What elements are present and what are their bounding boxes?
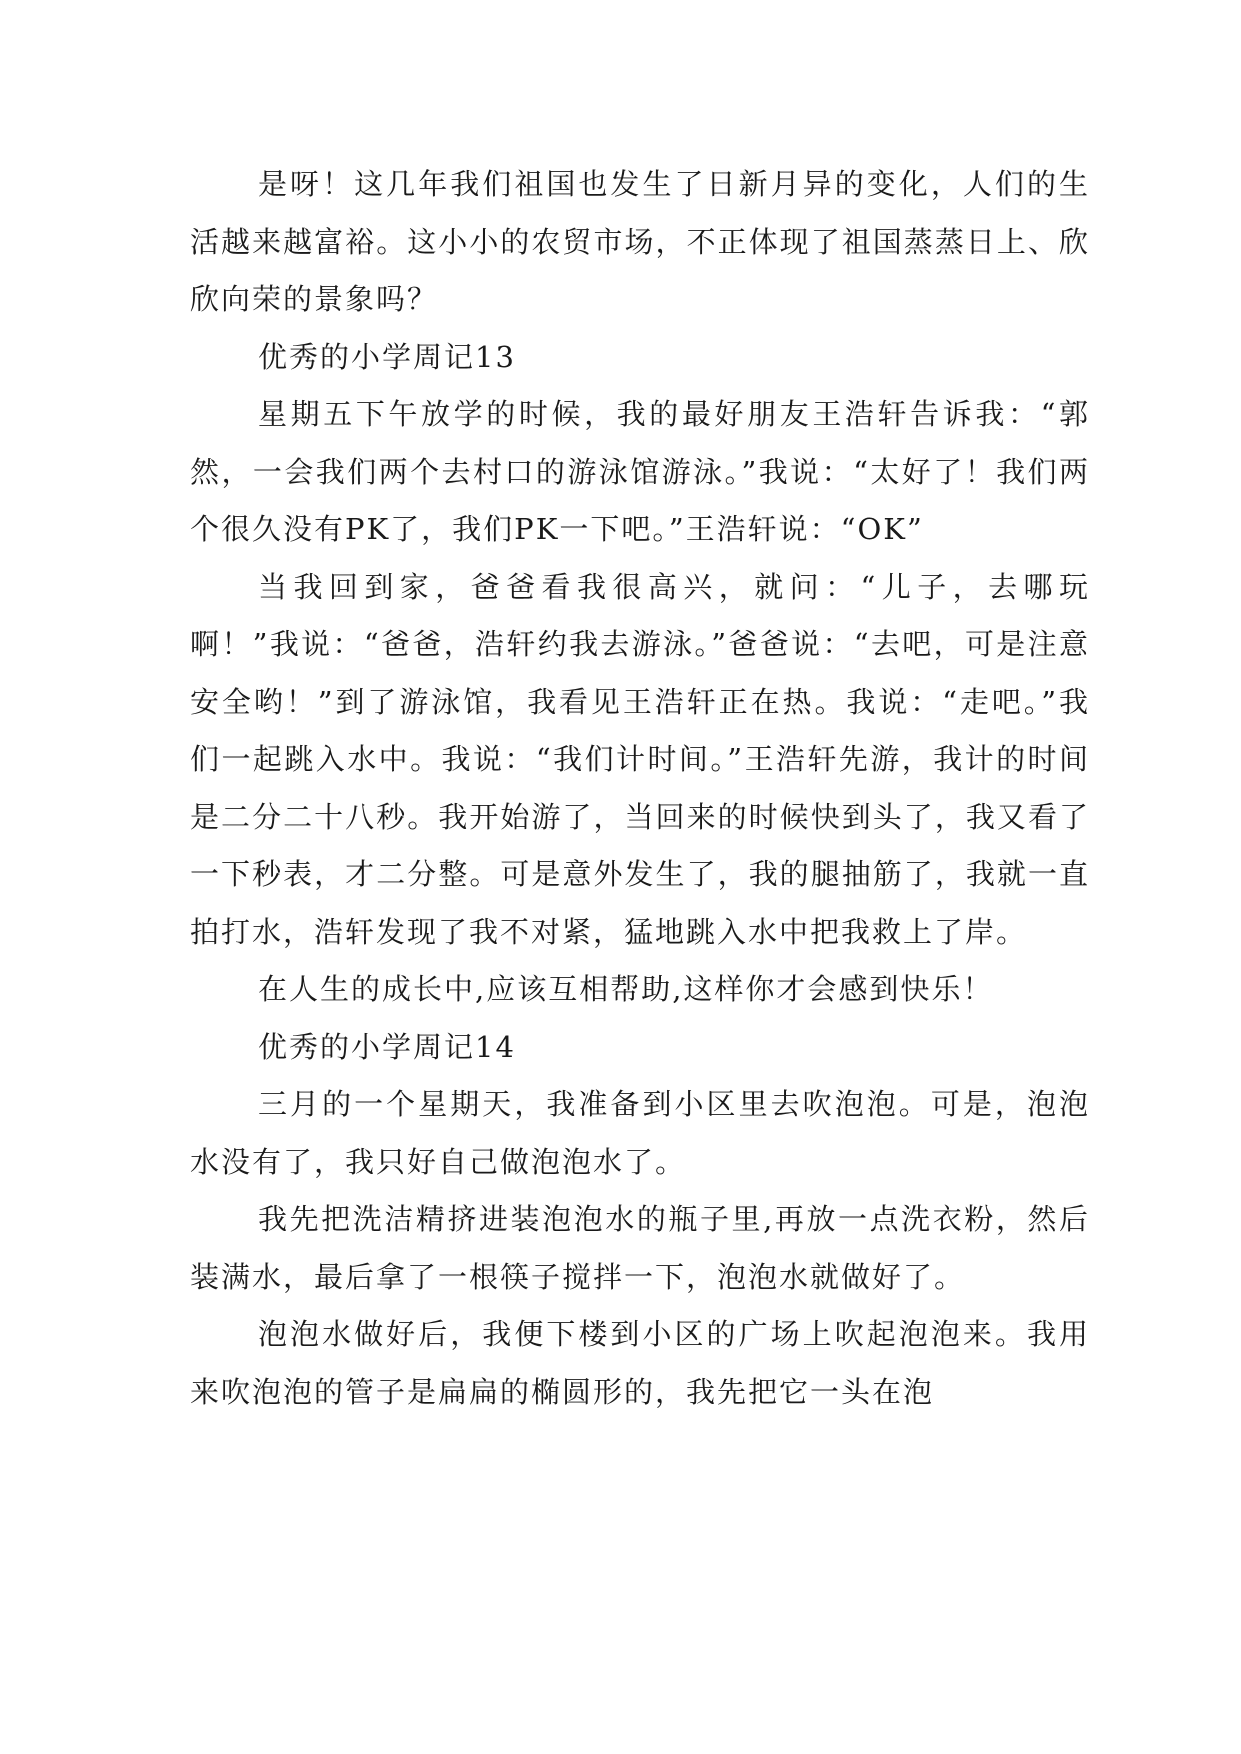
paragraph: 三月的一个星期天，我准备到小区里去吹泡泡。可是，泡泡水没有了，我只好自己做泡泡水了。	[190, 1087, 1090, 1179]
paragraph: 泡泡水做好后，我便下楼到小区的广场上吹起泡泡来。我用来吹泡泡的管子是扁扁的椭圆形的，我先把它一头在泡	[190, 1317, 1090, 1409]
paragraph: 在人生的成长中,应该互相帮助,这样你才会感到快乐！	[258, 972, 994, 1006]
paragraph: 星期五下午放学的时候，我的最好朋友王浩轩告诉我：“郭然，一会我们两个去村口的游泳馆游泳。”我说：“太好了！我们两个很久没有PK了，我们PK一下吧。”王浩轩说：“OK”	[190, 397, 1090, 546]
section-heading: 优秀的小学周记13	[258, 339, 516, 374]
section-heading: 优秀的小学周记14	[258, 1029, 516, 1064]
document-body	[190, 156, 1090, 1421]
paragraph: 当我回到家，爸爸看我很高兴，就问：“儿子，去哪玩啊！”我说：“爸爸，浩轩约我去游泳。”爸爸说：“去吧，可是注意安全哟！”到了游泳馆，我看见王浩轩正在热。我说：“走吧。”我们一起跳入水中。我说：“我们计时间。”王浩轩先游，我计的时间是二分二十八秒。我开始游了，当回来的时候快到头了，我又看了一下秒表，才二分整。可是意外发生了，我的腿抽筋了，我就一直拍打水，浩轩发现了我不对紧，猛地跳入水中把我救上了岸。	[190, 569, 1090, 949]
paragraph: 我先把洗洁精挤进装泡泡水的瓶子里,再放一点洗衣粉，然后装满水，最后拿了一根筷子搅拌一下，泡泡水就做好了。	[190, 1202, 1090, 1294]
paragraph: 是呀！这几年我们祖国也发生了日新月异的变化，人们的生活越来越富裕。这小小的农贸市场，不正体现了祖国蒸蒸日上、欣欣向荣的景象吗？	[190, 167, 1090, 316]
